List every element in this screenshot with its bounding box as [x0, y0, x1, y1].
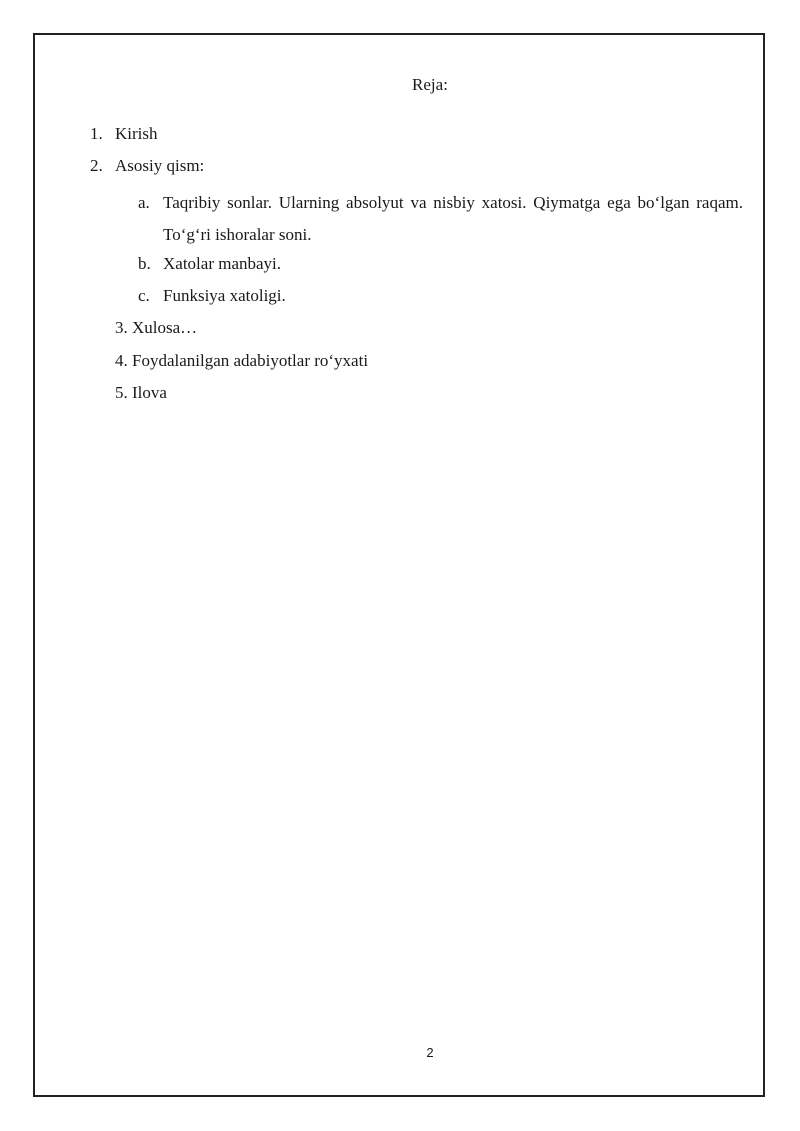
sublist-item-text: Funksiya xatoligi.	[163, 286, 286, 305]
list-number: 1.	[90, 124, 103, 143]
sublist-item-xatolar-manbayi	[138, 254, 281, 274]
sublist-item-taqribiy-sonlar: Taqribiy sonlar. Ularning absolyut va nisbiy xatosi. Qiymatga ega bo‘lgan raqam. To‘g‘ri ishoralar soni.	[163, 193, 743, 244]
document-title: Reja:	[412, 75, 448, 94]
list-item-ilova: 5. Ilova	[115, 383, 167, 402]
page-number: 2	[426, 1045, 434, 1060]
list-number: 2.	[90, 156, 103, 175]
sublist-letter: c.	[138, 286, 150, 305]
sublist-letter: b.	[138, 254, 151, 273]
list-item-xulosa: 3. Xulosa…	[115, 318, 198, 337]
list-item-adabiyotlar: 4. Foydalanilgan adabiyotlar ro‘yxati	[115, 351, 369, 370]
list-item-text: Kirish	[115, 124, 158, 143]
list-item-text: Asosiy qism:	[115, 156, 205, 175]
sublist-letter: a.	[138, 193, 150, 212]
sublist-item-funksiya-xatoligi	[138, 286, 286, 306]
list-item-kirish	[90, 124, 158, 144]
list-item-asosiy-qism	[90, 156, 204, 176]
sublist-item-text: Xatolar manbayi.	[163, 254, 282, 273]
